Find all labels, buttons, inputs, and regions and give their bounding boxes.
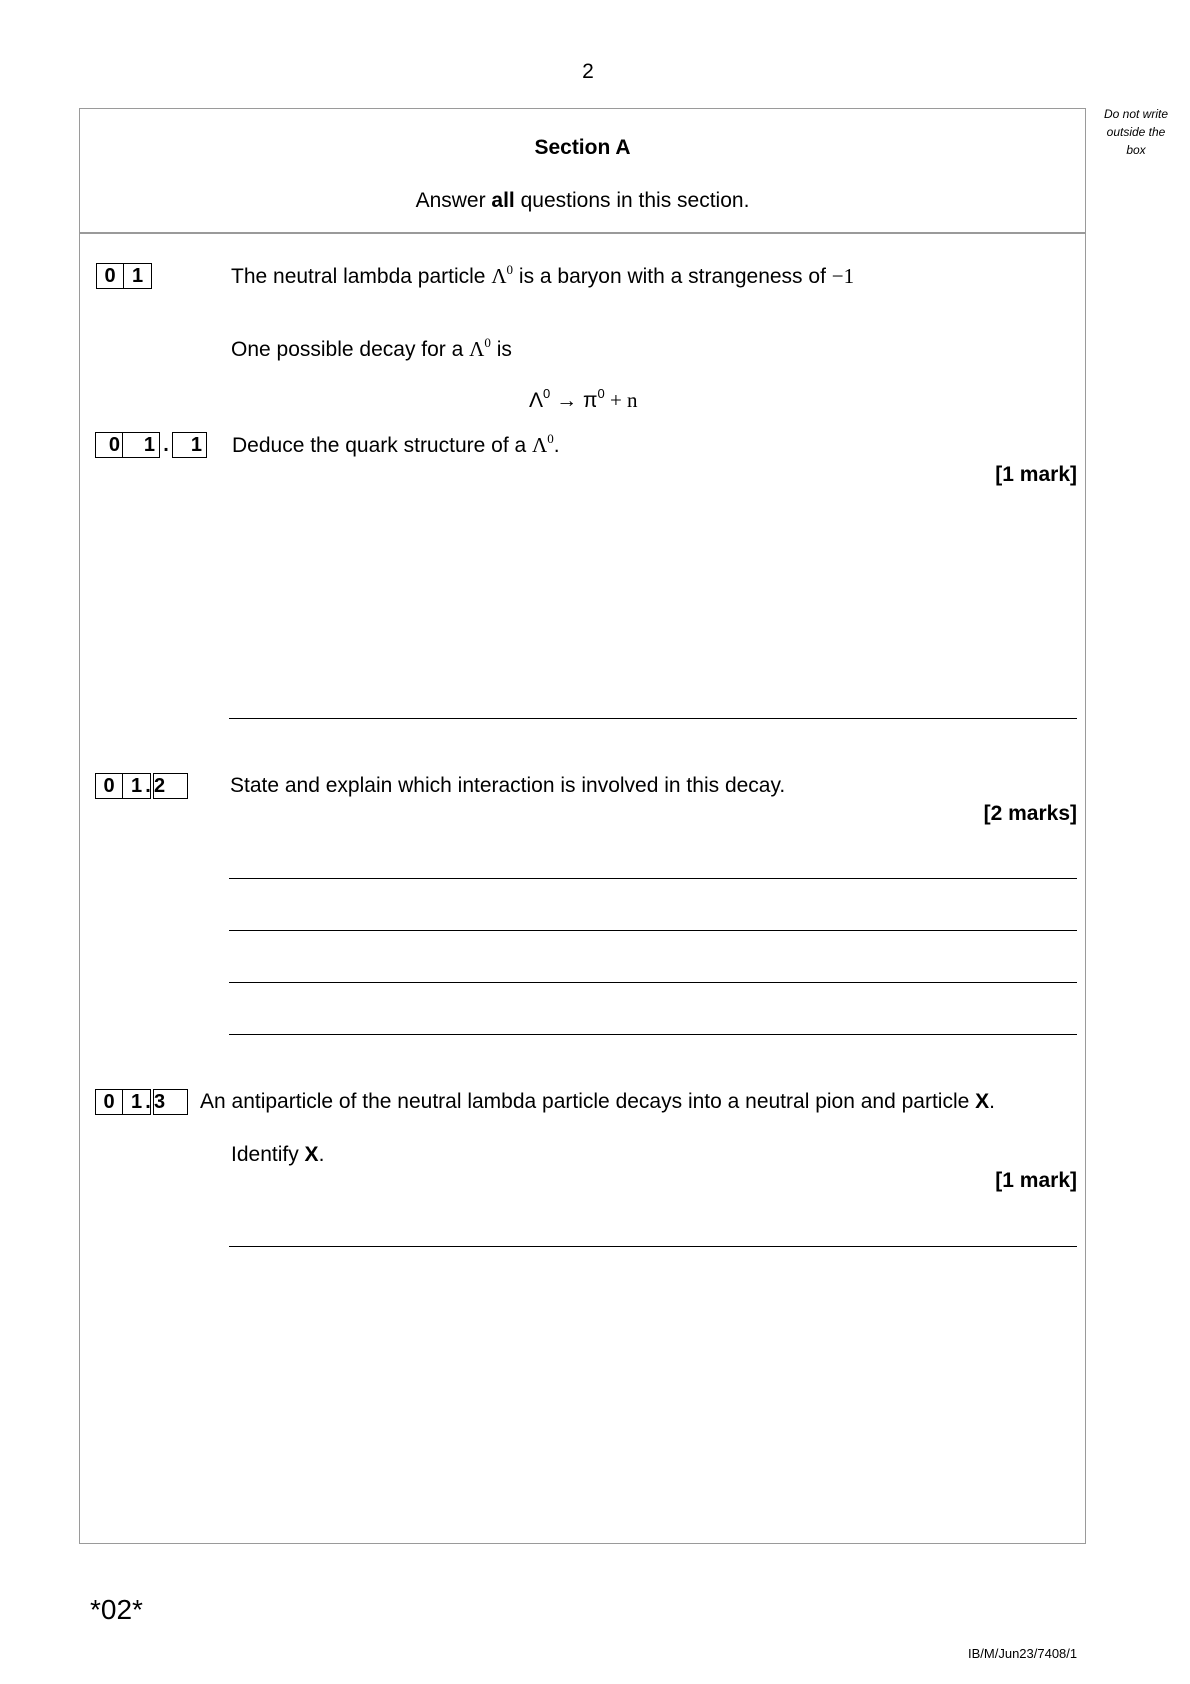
decay-intro-pre: One possible decay for a: [231, 338, 470, 361]
page-number: 2: [582, 60, 594, 83]
answer-line[interactable]: [229, 718, 1077, 719]
answer-frame: [79, 108, 1086, 1544]
question-digit: 1: [123, 1089, 151, 1115]
question-number-01: [96, 263, 152, 289]
question-number-01-2: [95, 773, 188, 799]
equation-lambda: Λ: [529, 389, 544, 412]
answer-line[interactable]: [229, 930, 1077, 931]
strangeness-value: −1: [831, 264, 855, 288]
equation-pion: π: [582, 389, 598, 412]
answer-line[interactable]: [229, 878, 1077, 879]
question-dot: .: [145, 775, 151, 797]
q01-intro-pre: The neutral lambda particle: [231, 265, 492, 288]
question-number-01-1: [95, 432, 207, 458]
section-instruction: [79, 189, 1086, 213]
lambda-superscript: 0: [547, 430, 554, 446]
identify-pre: Identify: [231, 1143, 305, 1166]
q01-3-text-post: .: [989, 1090, 995, 1113]
section-header-divider: [79, 232, 1086, 234]
instruction-bold: all: [491, 189, 515, 212]
q01-intro-post: is a baryon with a strangeness of: [513, 265, 832, 288]
question-digit: 1: [123, 773, 151, 799]
q01-3-text: [200, 1089, 995, 1115]
equation-neutron: + n: [604, 388, 638, 412]
identify-post: .: [318, 1143, 325, 1166]
q01-3-marks: [1 mark]: [995, 1169, 1077, 1192]
q01-3-text-bold: X: [975, 1090, 990, 1113]
margin-note-line-1: Do not write: [1103, 107, 1169, 121]
question-digit: 0: [95, 773, 123, 799]
equation-lambda-sup: 0: [543, 385, 551, 401]
question-digit: 1: [123, 432, 160, 458]
q01-2-text: State and explain which interaction is involved in this decay.: [230, 774, 786, 797]
question-digit: 3: [153, 1089, 188, 1115]
question-number-01-3: [95, 1089, 188, 1115]
q01-decay-intro: [231, 336, 512, 363]
margin-note-line-2: outside the: [1106, 125, 1166, 139]
identify-bold: X: [304, 1143, 319, 1166]
lambda-symbol: Λ: [469, 337, 485, 361]
decay-intro-post: is: [490, 338, 512, 361]
question-digit: 1: [172, 432, 207, 458]
q01-1-text-post: .: [553, 434, 560, 457]
equation-pion-sup: 0: [597, 385, 605, 401]
answer-line[interactable]: [229, 1246, 1077, 1247]
question-digit: 0: [95, 1089, 123, 1115]
instruction-pre: Answer: [415, 189, 492, 212]
question-digit: 0: [96, 263, 124, 289]
instruction-post: questions in this section.: [514, 189, 750, 212]
answer-line[interactable]: [229, 1034, 1077, 1035]
margin-note-line-3: box: [1126, 143, 1146, 157]
q01-3-text-pre: An antiparticle of the neutral lambda particle decays into a neutral pion and particle: [200, 1090, 976, 1113]
decay-equation: [529, 387, 638, 414]
question-digit: 0: [95, 432, 123, 458]
q01-2-marks: [2 marks]: [983, 802, 1077, 825]
lambda-superscript: 0: [506, 261, 514, 277]
section-title: Section A: [534, 136, 631, 159]
answer-line[interactable]: [229, 982, 1077, 983]
q01-1-marks: [1 mark]: [995, 463, 1077, 486]
footer-page-code: *02*: [90, 1594, 143, 1625]
lambda-symbol: Λ: [532, 433, 548, 457]
q01-3-identify: [231, 1142, 324, 1168]
lambda-symbol: Λ: [491, 264, 507, 288]
question-digit: 2: [153, 773, 188, 799]
question-dot: .: [145, 1091, 151, 1113]
footer-reference: IB/M/Jun23/7408/1: [968, 1646, 1078, 1661]
q01-1-text-pre: Deduce the quark structure of a: [232, 434, 532, 457]
margin-note: [1092, 105, 1180, 159]
equation-arrow: →: [550, 389, 583, 412]
q01-1-text: [232, 432, 560, 459]
question-digit: 1: [124, 263, 152, 289]
q01-intro: [231, 263, 854, 290]
question-dot: .: [163, 434, 169, 456]
lambda-superscript: 0: [484, 334, 491, 350]
